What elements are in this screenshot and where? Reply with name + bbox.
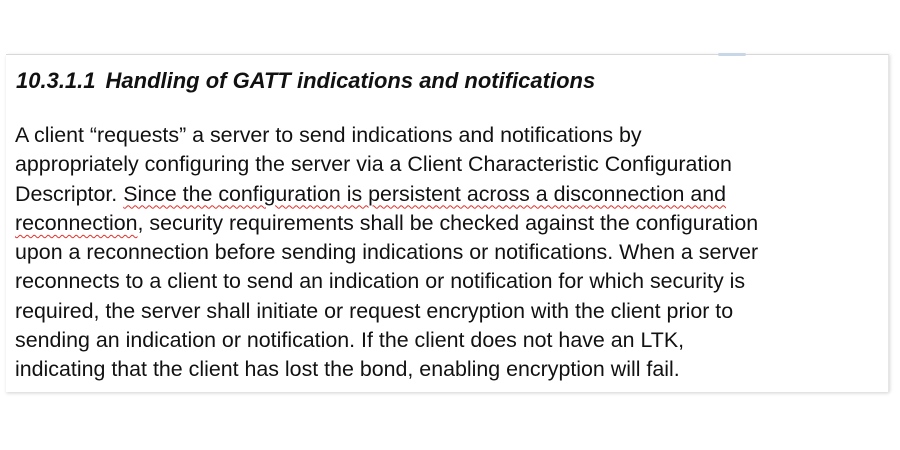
section-title: Handling of GATT indications and notifications bbox=[105, 68, 596, 93]
paragraph-line: upon a reconnection before sending indications or notifications. When a server bbox=[15, 240, 759, 265]
spellcheck-flagged-text: reconnection bbox=[15, 210, 138, 235]
panel-top-accent bbox=[718, 53, 746, 56]
paragraph-line: A client “requests” a server to send indications and notifications by bbox=[15, 123, 642, 147]
paragraph-line: indicating that the client has lost the bond, enabling encryption will fail. bbox=[15, 357, 680, 382]
paragraph-line: reconnects to a client to send an indication or notification for which security is bbox=[15, 269, 746, 294]
paragraph-line bbox=[15, 209, 890, 238]
paragraph-line bbox=[15, 180, 890, 209]
section-heading bbox=[16, 67, 595, 95]
paragraph-line: appropriately configuring the server via a Client Characteristic Configuration bbox=[15, 152, 732, 177]
body-paragraph bbox=[15, 121, 890, 385]
paragraph-text: , security requirements shall be checked against the configuration bbox=[137, 210, 759, 235]
section-number: 10.3.1.1 bbox=[16, 68, 96, 93]
paragraph-text: Descriptor. bbox=[15, 181, 124, 206]
paragraph-line: sending an indication or notification. If the client does not have an LTK, bbox=[15, 328, 685, 353]
document-panel bbox=[6, 54, 889, 392]
spellcheck-flagged-text: Since the configuration is persistent across a disconnection and bbox=[123, 181, 727, 206]
paragraph-line: required, the server shall initiate or request encryption with the client prior to bbox=[15, 298, 734, 323]
